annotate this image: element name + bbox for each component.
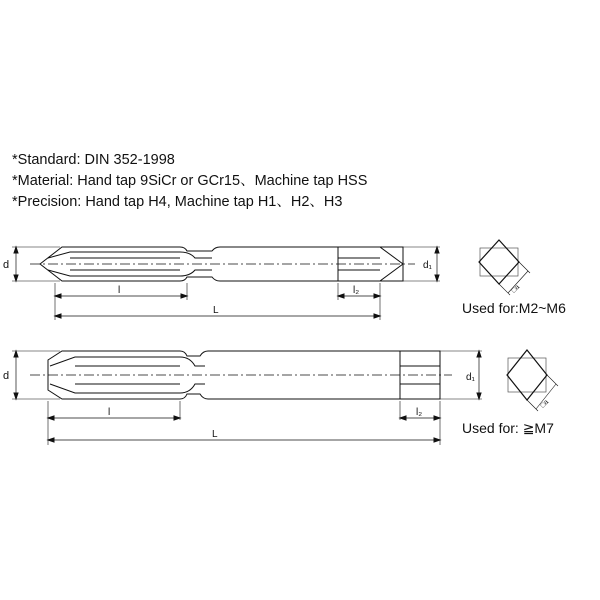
material-spec: *Material: Hand tap 9SiCr or GCr15、Machine tap HSS <box>12 173 368 189</box>
small-L-label: L <box>213 305 219 316</box>
small-d-label: d <box>3 259 10 271</box>
small-square-section <box>479 240 530 295</box>
small-l-label: l <box>118 285 121 296</box>
large-used-for: Used for: ≧M7 <box>462 420 554 436</box>
large-square-label: □a <box>539 398 551 410</box>
standard-spec: *Standard: DIN 352-1998 <box>12 152 175 168</box>
large-l-label: l <box>108 407 111 418</box>
small-d1-label: d₁ <box>423 260 432 271</box>
large-d1-label: d₁ <box>466 372 475 383</box>
large-square-section <box>507 350 558 411</box>
large-l2-label: l₂ <box>416 407 423 418</box>
large-L-label: L <box>212 429 218 440</box>
small-l2-label: l₂ <box>353 285 360 296</box>
small-used-for: Used for:M2~M6 <box>462 300 566 316</box>
large-d-label: d <box>3 370 10 382</box>
precision-spec: *Precision: Hand tap H4, Machine tap H1、H2、H3 <box>12 194 343 210</box>
small-tap-drawing <box>12 240 530 320</box>
small-square-label: □a <box>510 283 522 295</box>
